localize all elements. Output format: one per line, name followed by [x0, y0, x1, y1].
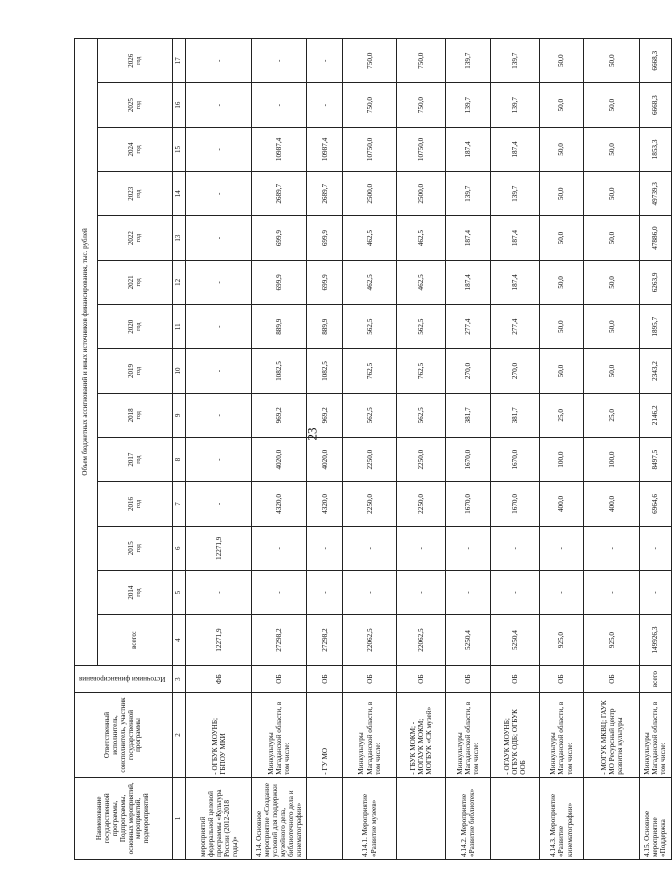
column-number: 2	[173, 693, 186, 777]
row-source: ОБ	[307, 665, 343, 692]
row-year-value: 2250,0	[343, 437, 396, 481]
table-row	[252, 39, 307, 860]
row-year-value: 50,0	[539, 172, 584, 216]
row-source: ОБ	[396, 665, 445, 692]
row-year-value: 50,0	[539, 260, 584, 304]
row-year-value: -	[307, 570, 343, 614]
row-year-value: 462,5	[396, 216, 445, 260]
row-year-value: 4320,0	[307, 482, 343, 526]
row-name: 4.14. Основное мероприятие «Создание условий для поддержки музейного дела, библиотечного дела и кинематографии»	[252, 777, 307, 859]
row-year-value: 50,0	[584, 127, 639, 171]
header-year-2020: 2020 год	[98, 305, 173, 349]
row-responsible: Минкультуры Магаданской области, в том числе:	[445, 693, 490, 777]
row-year-value: 1082,5	[307, 349, 343, 393]
page-number: 23	[304, 427, 320, 441]
header-year-2017: 2017 год	[98, 437, 173, 481]
row-year-value: 462,5	[396, 260, 445, 304]
row-year-value: 2146,2	[639, 393, 671, 437]
row-responsible: - ГУ МО	[307, 693, 343, 777]
row-year-value: -	[343, 570, 396, 614]
row-year-value: 50,0	[539, 305, 584, 349]
row-year-value: 381,7	[490, 393, 539, 437]
row-year-value: 139,7	[490, 39, 539, 83]
column-number: 8	[173, 437, 186, 481]
row-name: 4.14.3. Мероприятие «Развитие кинематографии»	[539, 777, 584, 859]
header-year-2024: 2024 год	[98, 127, 173, 171]
row-year-value: 50,0	[539, 39, 584, 83]
column-number: 15	[173, 127, 186, 171]
row-responsible: Минкультуры Магаданской области, в том числе:	[252, 693, 307, 777]
row-year-value: 1082,5	[252, 349, 307, 393]
row-responsible: Минкультуры Магаданской области, в том числе:	[539, 693, 584, 777]
row-year-value: -	[252, 570, 307, 614]
row-year-value: -	[490, 570, 539, 614]
column-number: 17	[173, 39, 186, 83]
header-total: всего:	[98, 615, 173, 666]
column-number: 12	[173, 260, 186, 304]
row-total: 925,0	[539, 615, 584, 666]
budget-table	[74, 38, 672, 860]
header-year-2025: 2025 год	[98, 83, 173, 127]
row-year-value: -	[186, 39, 252, 83]
row-year-value: 139,7	[490, 172, 539, 216]
row-year-value: -	[396, 526, 445, 570]
row-year-value: 562,5	[396, 393, 445, 437]
row-year-value: 2250,0	[396, 437, 445, 481]
row-year-value: 270,0	[445, 349, 490, 393]
row-name: мероприятий федеральной целевой программы «Культура России (2012-2018 годы)»	[186, 777, 252, 859]
row-year-value: 699,9	[307, 260, 343, 304]
row-year-value: 25,0	[584, 393, 639, 437]
header-year-2015: 2015 год	[98, 526, 173, 570]
header-year-2026: 2026 год	[98, 39, 173, 83]
row-year-value: 889,9	[252, 305, 307, 349]
row-year-value: 270,0	[490, 349, 539, 393]
row-year-value: 50,0	[584, 305, 639, 349]
table-row	[639, 39, 671, 860]
row-year-value: 139,7	[490, 83, 539, 127]
row-year-value: 187,4	[490, 127, 539, 171]
table-row	[445, 39, 490, 860]
row-year-value: -	[307, 83, 343, 127]
row-responsible: Минкультуры Магаданской области, в том числе:	[639, 693, 671, 777]
row-year-value: 139,7	[445, 172, 490, 216]
row-year-value: 1853,3	[639, 127, 671, 171]
row-year-value: 277,4	[445, 305, 490, 349]
row-source: ОБ	[539, 665, 584, 692]
row-year-value: 139,7	[445, 39, 490, 83]
column-number: 3	[173, 665, 186, 692]
row-source: всего	[639, 665, 671, 692]
row-year-value: -	[186, 83, 252, 127]
row-year-value: 50,0	[584, 260, 639, 304]
row-year-value: 2343,2	[639, 349, 671, 393]
row-year-value: 750,0	[343, 83, 396, 127]
row-year-value: 699,9	[252, 260, 307, 304]
row-year-value: 10987,4	[252, 127, 307, 171]
column-number: 13	[173, 216, 186, 260]
header-responsible: Ответственный исполнитель, соисполнитель, участник государственной программы	[75, 693, 173, 777]
row-year-value: 49739,3	[639, 172, 671, 216]
header-year-2016: 2016 год	[98, 482, 173, 526]
row-year-value: -	[186, 216, 252, 260]
row-responsible: Минкультуры Магаданской области, в том числе:	[343, 693, 396, 777]
row-source: ОБ	[445, 665, 490, 692]
row-total: 27298,2	[252, 615, 307, 666]
row-total: 5250,4	[490, 615, 539, 666]
row-source: ОБ	[584, 665, 639, 692]
row-year-value: 562,5	[343, 393, 396, 437]
row-total: 5250,4	[445, 615, 490, 666]
row-year-value: 10987,4	[307, 127, 343, 171]
row-name: 4.14.1. Мероприятие «Развитие музеев»	[343, 777, 396, 859]
row-year-value: -	[186, 172, 252, 216]
row-year-value: 969,2	[252, 393, 307, 437]
table-row	[343, 39, 396, 860]
row-year-value: -	[396, 570, 445, 614]
row-year-value: 6964,6	[639, 482, 671, 526]
row-year-value: 187,4	[445, 127, 490, 171]
row-year-value: 1670,0	[445, 482, 490, 526]
table-row	[307, 39, 343, 860]
row-year-value: 50,0	[539, 349, 584, 393]
table-row	[539, 39, 584, 860]
row-year-value: 4020,0	[307, 437, 343, 481]
row-year-value: -	[307, 526, 343, 570]
table-row	[584, 39, 639, 860]
row-total: 27298,2	[307, 615, 343, 666]
row-year-value: 50,0	[584, 83, 639, 127]
row-year-value: 2689,7	[252, 172, 307, 216]
row-year-value: 750,0	[396, 39, 445, 83]
row-year-value: 4020,0	[252, 437, 307, 481]
row-year-value: -	[186, 260, 252, 304]
row-year-value: -	[252, 39, 307, 83]
row-year-value: -	[186, 570, 252, 614]
row-year-value: -	[186, 437, 252, 481]
row-year-value: 1895,7	[639, 305, 671, 349]
row-year-value: 462,5	[343, 216, 396, 260]
row-name: 4.14.2. Мероприятие «Развитие библиотек»	[445, 777, 490, 859]
row-year-value: -	[186, 127, 252, 171]
row-year-value: 50,0	[539, 83, 584, 127]
row-year-value: 2250,0	[396, 482, 445, 526]
row-year-value: -	[307, 39, 343, 83]
row-year-value: 10750,0	[343, 127, 396, 171]
row-year-value: -	[186, 305, 252, 349]
row-source: ОБ	[252, 665, 307, 692]
row-year-value: 762,5	[343, 349, 396, 393]
row-year-value: 100,0	[539, 437, 584, 481]
row-year-value: -	[584, 526, 639, 570]
row-year-value: 25,0	[539, 393, 584, 437]
row-year-value: 6668,3	[639, 39, 671, 83]
row-total: 12271,9	[186, 615, 252, 666]
header-year-2022: 2022 год	[98, 216, 173, 260]
row-source: ОБ	[490, 665, 539, 692]
row-year-value: 187,4	[490, 216, 539, 260]
row-year-value: -	[639, 526, 671, 570]
row-year-value: 2500,0	[343, 172, 396, 216]
column-number: 11	[173, 305, 186, 349]
row-total: 22062,5	[343, 615, 396, 666]
row-total: 925,0	[584, 615, 639, 666]
row-year-value: 2250,0	[343, 482, 396, 526]
row-year-value: -	[343, 526, 396, 570]
row-responsible: - МОГУК МКВЦ; ГАУК МО Ресурсный центр развития культуры	[584, 693, 639, 777]
column-number: 14	[173, 172, 186, 216]
column-number: 7	[173, 482, 186, 526]
row-year-value: 1670,0	[490, 482, 539, 526]
row-year-value: -	[490, 526, 539, 570]
column-number: 16	[173, 83, 186, 127]
row-responsible: - ОГБУК МОУНБ; ГБПОУ МКИ	[186, 693, 252, 777]
row-total: 22062,5	[396, 615, 445, 666]
row-year-value: -	[539, 570, 584, 614]
row-year-value: -	[252, 526, 307, 570]
row-year-value: 50,0	[584, 216, 639, 260]
row-year-value: 889,9	[307, 305, 343, 349]
row-name: 4.15. Основное мероприятие «Поддержка	[639, 777, 671, 859]
row-year-value: 277,4	[490, 305, 539, 349]
row-year-value: 8497,5	[639, 437, 671, 481]
table-row	[490, 39, 539, 860]
header-name: Наименование государственной программы, Подпрограммы, основных мероприятий, мероприятий, подмероприятий	[75, 777, 173, 859]
column-number: 1	[173, 777, 186, 859]
row-year-value: -	[445, 526, 490, 570]
row-name	[584, 777, 639, 859]
header-year-2018: 2018 год	[98, 393, 173, 437]
row-year-value: 400,0	[539, 482, 584, 526]
row-year-value: 139,7	[445, 83, 490, 127]
row-year-value: -	[639, 570, 671, 614]
row-year-value: -	[584, 570, 639, 614]
row-source: ФБ	[186, 665, 252, 692]
row-year-value: 50,0	[584, 172, 639, 216]
row-year-value: 187,4	[445, 216, 490, 260]
row-responsible: - ОГАУК МОУНБ; ОГБУК ОДБ; ОГБУК ООБ	[490, 693, 539, 777]
row-year-value: 1670,0	[445, 437, 490, 481]
header-year-2019: 2019 год	[98, 349, 173, 393]
row-year-value: 47886,0	[639, 216, 671, 260]
row-year-value: 187,4	[445, 260, 490, 304]
row-year-value: 562,5	[343, 305, 396, 349]
row-year-value: 50,0	[584, 39, 639, 83]
table-row	[396, 39, 445, 860]
row-year-value: 699,9	[307, 216, 343, 260]
header-year-2014: 2014 год	[98, 570, 173, 614]
header-funding: Объем бюджетных ассигнований и иных источников финансирования, тыс. рублей	[75, 39, 98, 666]
row-year-value: 381,7	[445, 393, 490, 437]
column-number: 10	[173, 349, 186, 393]
row-year-value: 4320,0	[252, 482, 307, 526]
row-year-value: 6263,9	[639, 260, 671, 304]
row-year-value: 6668,3	[639, 83, 671, 127]
row-year-value: -	[445, 570, 490, 614]
column-number: 9	[173, 393, 186, 437]
budget-table-container	[74, 38, 672, 860]
row-year-value: 2689,7	[307, 172, 343, 216]
row-year-value: 750,0	[343, 39, 396, 83]
header-year-2021: 2021 год	[98, 260, 173, 304]
row-total: 149926,3	[639, 615, 671, 666]
row-year-value: -	[186, 393, 252, 437]
row-year-value: 50,0	[584, 349, 639, 393]
row-year-value: 562,5	[396, 305, 445, 349]
row-year-value: 969,2	[307, 393, 343, 437]
row-year-value: 462,5	[343, 260, 396, 304]
row-year-value: 12271,9	[186, 526, 252, 570]
row-year-value: -	[539, 526, 584, 570]
row-year-value: 400,0	[584, 482, 639, 526]
row-name	[490, 777, 539, 859]
row-year-value: 50,0	[539, 216, 584, 260]
row-name	[396, 777, 445, 859]
row-year-value: 750,0	[396, 83, 445, 127]
row-year-value: 1670,0	[490, 437, 539, 481]
row-year-value: 2500,0	[396, 172, 445, 216]
row-year-value: -	[186, 482, 252, 526]
header-year-2023: 2023 год	[98, 172, 173, 216]
column-number: 6	[173, 526, 186, 570]
row-year-value: 762,5	[396, 349, 445, 393]
table-row	[186, 39, 252, 860]
row-year-value: 100,0	[584, 437, 639, 481]
row-responsible: - ГБУК МОКМ; - МОГАУК МОКМ; МОГБУК «СК музей»	[396, 693, 445, 777]
column-number: 5	[173, 570, 186, 614]
row-source: ОБ	[343, 665, 396, 692]
column-number: 4	[173, 615, 186, 666]
row-year-value: -	[186, 349, 252, 393]
header-source: Источники финансирования	[75, 665, 173, 692]
row-year-value: -	[252, 83, 307, 127]
row-name	[307, 777, 343, 859]
row-year-value: 187,4	[490, 260, 539, 304]
row-year-value: 50,0	[539, 127, 584, 171]
row-year-value: 699,9	[252, 216, 307, 260]
row-year-value: 10750,0	[396, 127, 445, 171]
